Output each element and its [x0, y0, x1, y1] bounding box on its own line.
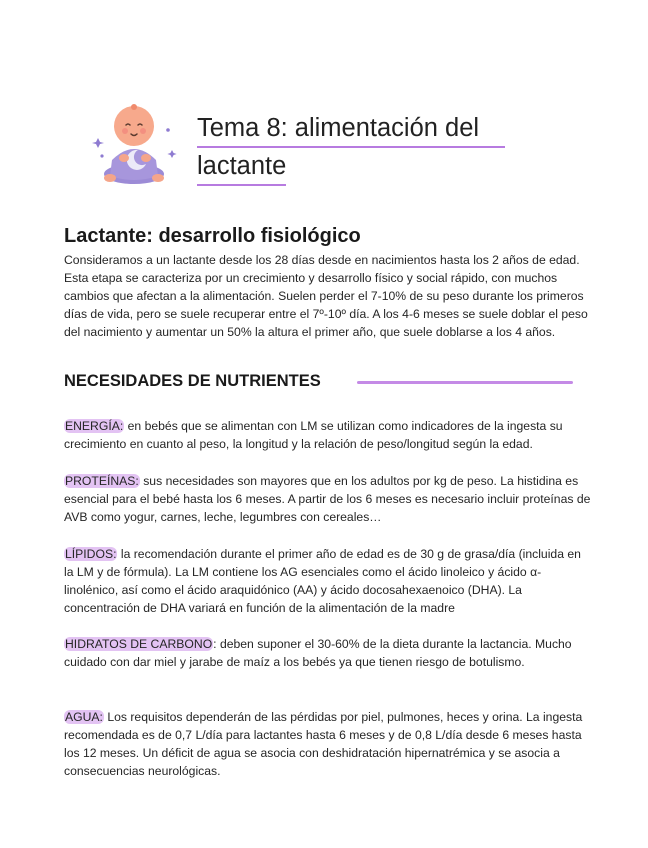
section-title: Lactante: desarrollo fisiológico [64, 225, 361, 247]
nutrient-proteinas [64, 472, 592, 526]
nutrient-term-highlight: HIDRATOS DE CARBONO [65, 637, 213, 651]
page-title [197, 110, 527, 186]
nutrient-description: la recomendación durante el primer año de edad es de 30 g de grasa/día (incluida en la LM y de fórmula). La LM contiene los AG esenciales como el ácido linoleico y ácido α-linolénico, así como el ácido araquidónico (AA) y ácido docosahexaenoico (DHA). La concentración de DHA variará en función de la alimentación de la madre [64, 547, 581, 615]
title-line-2: lactante [197, 148, 286, 186]
nutrient-agua [64, 708, 592, 780]
nutrients-heading: NECESIDADES DE NUTRIENTES [64, 372, 321, 390]
nutrient-term-highlight: PROTEÍNAS: [65, 474, 139, 488]
nutrient-term-highlight: ENERGÍA: [65, 419, 124, 433]
nutrient-description: : deben suponer el 30-60% de la dieta durante la lactancia. Mucho cuidado con dar miel y jarabe de maíz a los bebés ya que tienen riesgo de botulismo. [64, 637, 572, 669]
nutrient-description: Los requisitos dependerán de las pérdidas por piel, pulmones, heces y orina. La ingesta recomendada es de 0,7 L/día para lactantes hasta 6 meses y de 0,8 L/día desde 6 meses hasta los 12 meses. Un déficit de agua se asocia con deshidratación hipernatrémica y se asocia a consecuencias neurológicas. [64, 710, 583, 778]
nutrient-term-highlight: LÍPIDOS: [65, 547, 117, 561]
nutrient-energia [64, 417, 592, 453]
nutrient-hidratos [64, 635, 592, 671]
nutrient-term-highlight: AGUA: [65, 710, 103, 724]
heading-underline [357, 381, 573, 384]
baby-icon [88, 98, 180, 190]
title-line-1: Tema 8: alimentación del [197, 110, 505, 148]
nutrient-description: sus necesidades son mayores que en los adultos por kg de peso. La histidina es esencial para el bebé hasta los 6 meses. A partir de los 6 meses es necesario incluir proteínas de AVB como yogur, carnes, leche, legumbres con cereales… [64, 474, 591, 524]
nutrient-description: en bebés que se alimentan con LM se utilizan como indicadores de la ingesta su crecimiento en cuanto al peso, la longitud y la relación de peso/longitud según la edad. [64, 419, 563, 451]
intro-paragraph: Consideramos a un lactante desde los 28 días desde en nacimientos hasta los 2 años de edad. Esta etapa se caracteriza por un crecimiento y desarrollo físico y social rápido, con muchos cambios que afectan a la alimentación. Suelen perder el 7-10% de su peso durante los primeros días de vida, pero se suele recuperar entre el 7º-10º día. A los 4-6 meses se suele doblar el peso del nacimiento y aumentar un 50% la altura el primer año, que suele doblarse a los 4 años. [64, 253, 588, 339]
nutrient-lipidos [64, 545, 592, 617]
